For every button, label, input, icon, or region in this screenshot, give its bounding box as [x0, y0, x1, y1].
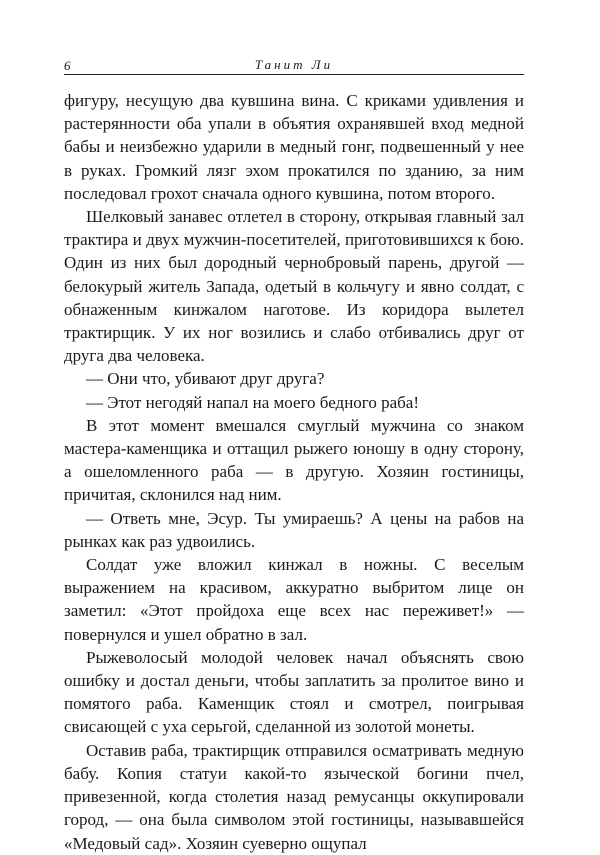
page-header	[64, 46, 524, 75]
paragraph: Шелковый занавес отлетел в сторону, открывая главный зал трактира и двух мужчин-посетителей, приготовившихся к бою. Один из них был дородный чернобровый парень, другой — белокурый житель Запада, одетый в кольчугу и явно солдат, с обнаженным кинжалом наготове. Из коридора вылетел трактирщик. У их ног возились и слабо отбивались друг от друга два человека.	[64, 207, 524, 366]
paragraph: фигуру, несущую два кувшина вина. С криками удивления и растерянности оба упали в объятия охранявшей вход медной бабы и неизбежно ударили в медный гонг, подвешенный у нее в руках. Громкий лязг эхом прокатился по зданию, за ним последовал грохот сначала одного кувшина, потом второго.	[64, 91, 524, 203]
running-title: Танит Ли	[254, 57, 334, 72]
paragraph: Оставив раба, трактирщик отправился осматривать медную бабу. Копия статуи какой-то языческой богини пчел, привезенной, когда столетия назад ремусанцы оккупировали город, — она была символом этой гостиницы, называвшейся «Медовый сад». Хозяин суеверно ощупал	[64, 740, 524, 853]
paragraph: Солдат уже вложил кинжал в ножны. С веселым выражением на красивом, аккуратно выбритом лице он заметил: «Этот пройдоха еще всех нас переживет!» — повернулся и ушел обратно в зал.	[64, 555, 524, 644]
paragraph: Рыжеволосый молодой человек начал объяснять свою ошибку и достал деньги, чтобы заплатить за пролитое вино и помятого раба. Каменщик стоял и смотрел, поигрывая свисающей с уха серьгой, сделанной из золотой монеты.	[64, 647, 524, 737]
dialogue-line: — Этот негодяй напал на моего бедного раба!	[86, 392, 419, 412]
body-text	[64, 89, 524, 855]
dialogue-line: — Они что, убивают друг друга?	[86, 369, 325, 389]
page-number: 6	[64, 58, 71, 73]
dialogue-line: — Ответь мне, Эсур. Ты умираешь? А цены на рабов на рынках как раз удвоились.	[64, 508, 524, 551]
paragraph: В этот момент вмешался смуглый мужчина со знаком мастера-каменщика и оттащил рыжего юношу в одну сторону, а ошеломленного раба — в другую. Хозяин гостиницы, причитая, склонился над ним.	[64, 415, 524, 505]
